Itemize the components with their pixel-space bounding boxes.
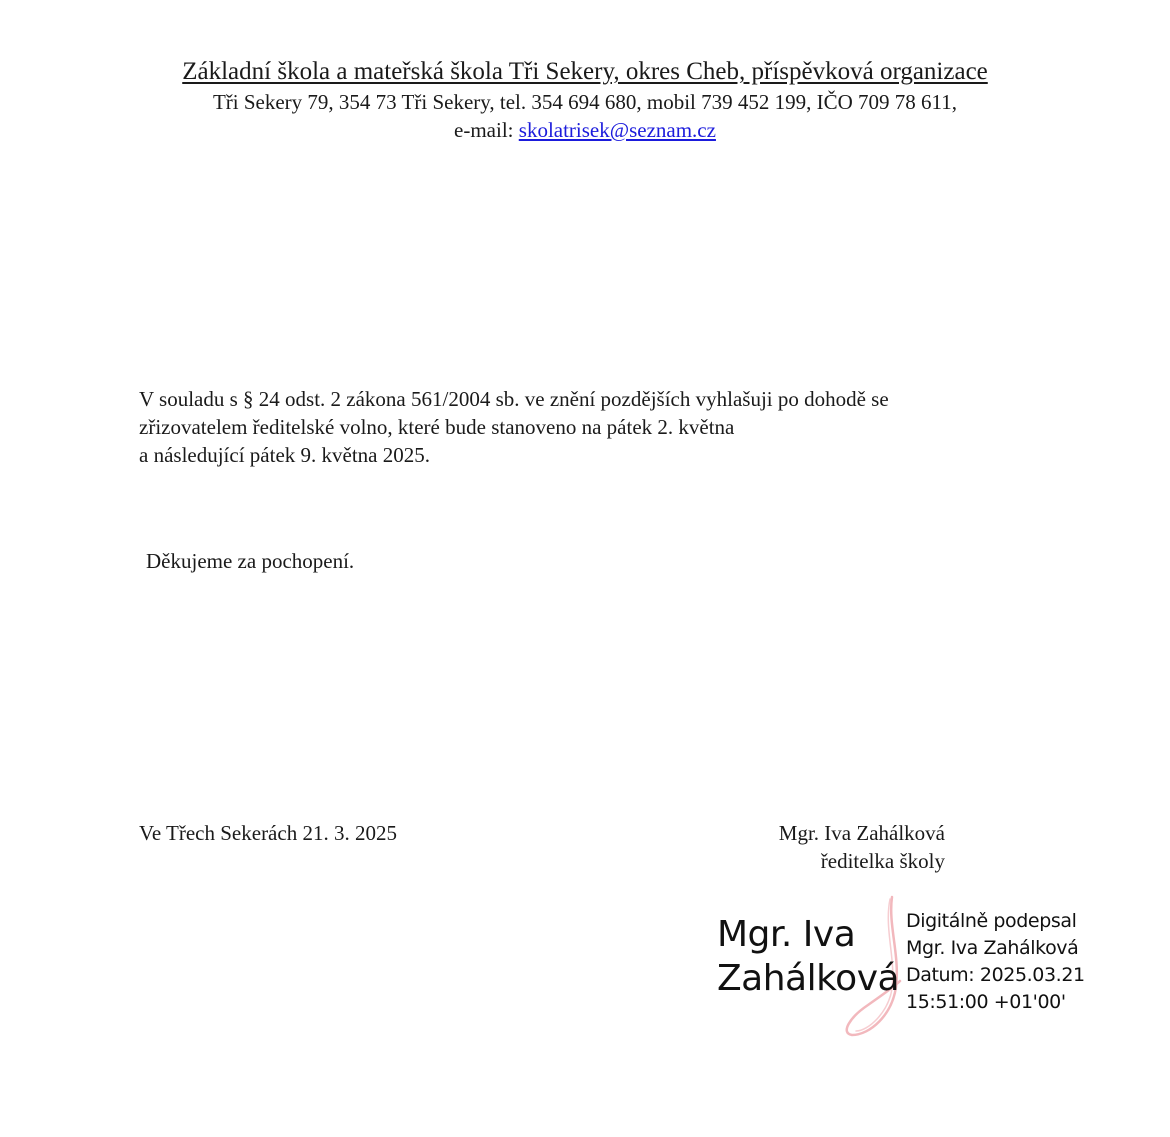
announcement-line: zřizovatelem ředitelské volno, které bude stanoveno na pátek 2. května <box>139 415 735 439</box>
signature-name-line: Zahálková <box>717 958 900 999</box>
signatory-role: ředitelka školy <box>820 849 945 873</box>
email-label: e-mail: <box>454 118 519 142</box>
signature-info-line: Datum: 2025.03.21 <box>906 964 1085 986</box>
signature-name-line: Mgr. Iva <box>717 914 856 955</box>
signature-name <box>717 913 899 1001</box>
place-date: Ve Třech Sekerách 21. 3. 2025 <box>139 821 397 845</box>
letterhead <box>0 56 1170 144</box>
thanks-text: Děkujeme za pochopení. <box>146 549 355 573</box>
signatory <box>740 819 945 875</box>
signature-info-line: Mgr. Iva Zahálková <box>906 937 1079 959</box>
signatory-name: Mgr. Iva Zahálková <box>778 821 945 845</box>
signature-info-line: Digitálně podepsal <box>906 910 1077 932</box>
school-address: Tři Sekery 79, 354 73 Tři Sekery, tel. 354 694 680, mobil 739 452 199, IČO 709 78 611, <box>212 90 958 114</box>
email-line <box>0 116 1170 144</box>
email-link[interactable]: skolatrisek@seznam.cz <box>518 118 716 142</box>
signature-info <box>906 908 1085 1016</box>
announcement-line: a následující pátek 9. května 2025. <box>139 443 430 467</box>
signature-info-line: 15:51:00 +01'00' <box>906 991 1066 1013</box>
school-name: Základní škola a mateřská škola Tři Sekery, okres Cheb, příspěvková organizace <box>182 58 988 85</box>
announcement-line: V souladu s § 24 odst. 2 zákona 561/2004 sb. ve znění pozdějších vyhlašuji po dohodě se <box>139 387 889 411</box>
digital-signature <box>712 895 1132 1045</box>
announcement-text <box>139 385 1039 469</box>
